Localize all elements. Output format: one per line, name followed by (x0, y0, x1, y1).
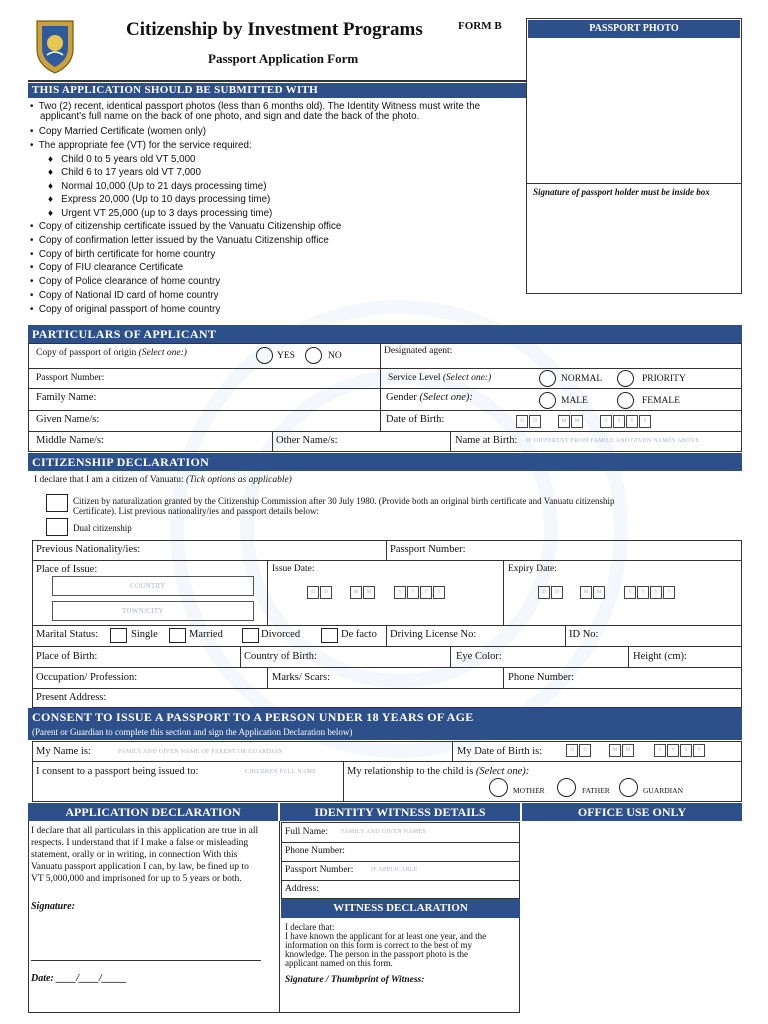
no-label: NO (328, 351, 342, 361)
application-declaration-heading: APPLICATION DECLARATION (28, 803, 278, 821)
naturalization-checkbox[interactable] (46, 494, 68, 512)
fee-item: ♦ Child 0 to 5 years old VT 5,000 (48, 154, 196, 165)
naturalization-text: Citizen by naturalization granted by the Citizenship Commission after 30 July 1980. (Provide both an original birth certificate and Vanuatu citizenship (73, 496, 615, 506)
select-one-hint: (Select one:) (138, 348, 187, 358)
dob-year-box[interactable]: Y (639, 415, 651, 428)
office-use-heading: OFFICE USE ONLY (522, 803, 742, 821)
issue-date-box[interactable]: Y (433, 586, 445, 599)
relationship-mother-radio[interactable] (489, 778, 508, 797)
my-name-label: My Name is: (36, 746, 91, 757)
female-label: FEMALE (642, 396, 680, 406)
bullet-married-cert: • Copy Married Certificate (women only) (30, 126, 207, 137)
document-item-text: Copy of original passport of home country (38, 304, 221, 315)
bottom-border (28, 1012, 520, 1013)
particulars-heading: PARTICULARS OF APPLICANT (28, 325, 742, 343)
application-declaration-text: I declare that all particulars in this application are true in all (31, 826, 259, 836)
child-name-hint: CHILDREN FULL NAME (245, 769, 317, 775)
issue-date-box[interactable]: D (307, 586, 319, 599)
row-divider (28, 431, 742, 432)
designated-agent-label: Designated agent: (384, 346, 453, 356)
declaration-intro (34, 475, 292, 485)
divorced-label: Divorced (261, 629, 301, 640)
previous-nationality-label: Previous Nationality/ies: (36, 544, 141, 555)
dual-citizenship-checkbox[interactable] (46, 518, 68, 536)
consent-heading: CONSENT TO ISSUE A PASSPORT TO A PERSON UNDER 18 YEARS OF AGE (28, 708, 742, 726)
marital-married-checkbox[interactable] (169, 628, 186, 643)
form-subtitle: Passport Application Form (208, 51, 359, 66)
service-priority-radio[interactable] (617, 370, 634, 387)
yes-label: YES (277, 351, 295, 361)
dob-month-box[interactable]: M (558, 415, 570, 428)
priority-label: PRIORITY (642, 374, 686, 384)
guardian-label: GUARDIAN (643, 786, 683, 795)
col-divider (628, 646, 629, 667)
relationship-father-radio[interactable] (557, 778, 576, 797)
father-label: FATHER (582, 786, 610, 795)
application-declaration-text: respects. I understand that if I make a false or misleading (31, 838, 249, 848)
my-dob-box[interactable]: M (622, 744, 634, 757)
given-names-label: Given Name/s: (36, 414, 100, 425)
row-divider (32, 625, 742, 626)
town-hint: TOWN/CITY (122, 607, 164, 615)
witness-declaration-text: I declare that: (285, 922, 335, 932)
gender-female-radio[interactable] (617, 392, 634, 409)
declaration-intro-text: I declare that I am a citizen of Vanuatu: (34, 475, 184, 485)
form-title: Citizenship by Investment Programs (126, 19, 423, 40)
consent-subheading: (Parent or Guardian to complete this section and sign the Application Declaration below) (32, 727, 353, 737)
row-divider (281, 842, 520, 843)
dob-year-box[interactable]: Y (613, 415, 625, 428)
naturalization-text-cont: Certificate). List previous nationality/ies and passport details below: (73, 506, 319, 516)
my-dob-box[interactable]: Y (680, 744, 692, 757)
application-left-border (28, 821, 29, 1013)
expiry-date-box[interactable]: Y (637, 586, 649, 599)
gender-select-hint: (Select one): (419, 392, 473, 403)
country-hint: COUNTRY (130, 582, 166, 590)
photo-signature-note: Signature of passport holder must be inside box (533, 187, 710, 197)
issue-date-box[interactable]: Y (407, 586, 419, 599)
service-level-text: Service Level (388, 373, 441, 383)
dob-year-box[interactable]: Y (600, 415, 612, 428)
id-no-label: ID No: (569, 629, 599, 640)
fee-item-text: Express 20,000 (Up to 10 days processing time) (61, 194, 271, 205)
document-item-text: Copy of birth certificate for home country (38, 249, 216, 260)
applicant-date-field[interactable]: Date: ____/____/_____ (31, 973, 127, 984)
row-divider (32, 646, 742, 647)
row-divider (28, 388, 742, 389)
expiry-date-label: Expiry Date: (508, 564, 557, 574)
de-facto-label: De facto (341, 629, 377, 640)
family-name-label: Family Name: (36, 392, 97, 403)
row-divider (281, 861, 520, 862)
consent-text: I consent to a passport being issued to: (36, 766, 199, 777)
identity-witness-heading: IDENTITY WITNESS DETAILS (280, 803, 520, 821)
fee-item-text: Urgent VT 25,000 (up to 3 days processing time) (61, 208, 273, 219)
marital-status-label: Marital Status: (36, 629, 99, 640)
passport-origin-label (36, 348, 187, 358)
row-divider (281, 880, 520, 881)
witness-full-name-label: Full Name: (285, 827, 329, 837)
document-item-text: Copy of FIU clearance Certificate (38, 262, 184, 273)
document-item: • Copy of birth certificate for home country (30, 249, 216, 260)
document-item: • Copy of National ID card of home country (30, 290, 219, 301)
col-divider (386, 540, 387, 560)
normal-label: NORMAL (561, 374, 603, 384)
row-divider (32, 688, 742, 689)
office-use-area (522, 821, 742, 1013)
col-divider (565, 625, 566, 646)
previous-passport-number-label: Passport Number: (390, 544, 466, 555)
coat-of-arms-emblem (33, 15, 77, 75)
dob-day-box[interactable]: D (516, 415, 528, 428)
col-divider (452, 741, 453, 761)
issue-date-label: Issue Date: (272, 564, 315, 574)
col-divider (267, 560, 268, 625)
bullet-photos: • Two (2) recent, identical passport photos (less than 6 months old). The Identity Witness must write the (30, 101, 481, 112)
date-of-birth-label: Date of Birth: (386, 414, 445, 425)
bullet-married-cert-text: Copy Married Certificate (women only) (38, 126, 207, 137)
witness-address-label: Address: (285, 884, 319, 894)
applicant-signature-label: Signature: (31, 901, 75, 912)
service-select-hint: (Select one:) (442, 373, 492, 383)
document-item: • Copy of FIU clearance Certificate (30, 262, 184, 273)
relationship-text: My relationship to the child is (347, 766, 474, 777)
marital-de-facto-checkbox[interactable] (321, 628, 338, 643)
eye-color-label: Eye Color: (456, 651, 502, 662)
witness-declaration-heading: WITNESS DECLARATION (281, 899, 520, 918)
col-divider (503, 560, 504, 625)
col-divider (450, 431, 451, 452)
present-address-label: Present Address: (36, 692, 107, 703)
document-item: • Copy of confirmation letter issued by the Vanuatu Citizenship office (30, 235, 329, 246)
document-item-text: Copy of Police clearance of home country (38, 276, 221, 287)
col-divider (450, 646, 451, 667)
row-divider (28, 368, 742, 369)
col-divider (386, 625, 387, 646)
col-divider (272, 431, 273, 452)
expiry-date-box[interactable]: D (538, 586, 550, 599)
gender-male-radio[interactable] (539, 392, 556, 409)
application-right-border (279, 821, 280, 1013)
name-at-birth-label: Name at Birth: (455, 435, 518, 446)
col-divider (267, 667, 268, 688)
issue-date-box[interactable]: M (350, 586, 362, 599)
issue-date-box[interactable]: D (320, 586, 332, 599)
col-divider (380, 343, 381, 431)
other-names-label: Other Name/s: (276, 435, 338, 446)
fee-item-text: Child 6 to 17 years old VT 7,000 (61, 167, 201, 178)
issue-date-box[interactable]: Y (420, 586, 432, 599)
document-item: • Copy of citizenship certificate issued by the Vanuatu Citizenship office (30, 221, 342, 232)
driving-license-label: Driving License No: (390, 629, 477, 640)
expiry-date-box[interactable]: Y (663, 586, 675, 599)
form-code: FORM B (458, 20, 502, 32)
citizenship-declaration-heading: CITIZENSHIP DECLARATION (28, 453, 742, 471)
my-dob-box[interactable]: M (609, 744, 621, 757)
phone-number-label: Phone Number: (508, 672, 575, 683)
my-dob-box[interactable]: Y (693, 744, 705, 757)
bullet-fee-intro-text: The appropriate fee (VT) for the service required: (38, 140, 252, 151)
witness-signature-label: Signature / Thumbprint of Witness: (285, 975, 425, 985)
passport-number-label: Passport Number: (36, 373, 105, 383)
marital-single-checkbox[interactable] (110, 628, 127, 643)
passport-origin-text: Copy of passport of origin (36, 348, 137, 358)
header-underline (28, 80, 526, 82)
bullet-photos-cont: applicant's full name on the back of one photo, and sign and date the back of the photo. (40, 111, 420, 122)
col-divider (343, 761, 344, 802)
country-of-birth-label: Country of Birth: (244, 651, 317, 662)
document-item-text: Copy of National ID card of home country (38, 290, 219, 301)
fee-item-text: Child 0 to 5 years old VT 5,000 (61, 154, 196, 165)
passport-photo-box[interactable] (526, 18, 742, 294)
witness-declaration-text: knowledge. The person in the passport photo is the (285, 949, 469, 959)
single-label: Single (131, 629, 158, 640)
my-dob-box[interactable]: D (566, 744, 578, 757)
passport-origin-yes-radio[interactable] (256, 347, 273, 364)
relationship-label (347, 766, 529, 777)
witness-phone-label: Phone Number: (285, 846, 345, 856)
my-dob-box[interactable]: D (579, 744, 591, 757)
issue-date-box[interactable]: Y (394, 586, 406, 599)
dob-year-box[interactable]: Y (626, 415, 638, 428)
photo-signature-divider (527, 183, 741, 184)
fee-item-text: Normal 10,000 (Up to 21 days processing time) (61, 181, 267, 192)
married-label: Married (189, 629, 223, 640)
witness-declaration-text: information on this form is correct to the best of my (285, 940, 472, 950)
issue-date-box[interactable]: M (363, 586, 375, 599)
passport-origin-no-radio[interactable] (305, 347, 322, 364)
document-item-text: Copy of confirmation letter issued by the Vanuatu Citizenship office (38, 235, 329, 246)
fee-item: ♦ Express 20,000 (Up to 10 days processing time) (48, 194, 271, 205)
marital-divorced-checkbox[interactable] (242, 628, 259, 643)
service-level-label (388, 373, 491, 383)
document-item: • Copy of Police clearance of home country (30, 276, 221, 287)
expiry-date-box[interactable]: Y (650, 586, 662, 599)
particulars-table (28, 343, 742, 452)
document-item-text: Copy of citizenship certificate issued by the Vanuatu Citizenship office (38, 221, 342, 232)
witness-declaration-text: applicant named on this form. (285, 958, 393, 968)
occupation-label: Occupation/ Profession: (36, 672, 138, 683)
fee-item: ♦ Urgent VT 25,000 (up to 3 days processing time) (48, 208, 273, 219)
row-divider (32, 667, 742, 668)
my-dob-box[interactable]: Y (667, 744, 679, 757)
nationality-table (32, 540, 742, 708)
name-at-birth-hint: IF DIFFERENT FROM FAMILY AND GIVEN NAMES ABOVE (526, 438, 700, 444)
applicant-signature-field[interactable] (31, 916, 261, 961)
relationship-guardian-radio[interactable] (619, 778, 638, 797)
middle-names-label: Middle Name/s: (36, 435, 104, 446)
witness-right-border (519, 918, 520, 1013)
application-declaration-text: statement, orally or in writing, in connection With this (31, 850, 238, 860)
mother-label: MOTHER (513, 786, 545, 795)
row-divider (32, 761, 742, 762)
application-declaration-text: Vanuatu passport application I can, by law, be fined up to (31, 862, 249, 872)
fee-item: ♦ Child 6 to 17 years old VT 7,000 (48, 167, 201, 178)
height-label: Height (cm): (633, 651, 687, 662)
my-dob-box[interactable]: Y (654, 744, 666, 757)
marks-scars-label: Marks/ Scars: (272, 672, 331, 683)
witness-passport-label: Passport Number: (285, 865, 354, 875)
service-normal-radio[interactable] (539, 370, 556, 387)
my-name-hint: FAMILY AND GIVEN NAME OF PARENT OR GUARDIAN (118, 749, 283, 755)
submission-heading: THIS APPLICATION SHOULD BE SUBMITTED WITH (28, 83, 526, 98)
male-label: MALE (561, 396, 588, 406)
dual-citizenship-label: Dual citizenship (73, 523, 132, 533)
dob-day-box[interactable]: D (529, 415, 541, 428)
dob-month-box[interactable]: M (571, 415, 583, 428)
document-item: • Copy of original passport of home country (30, 304, 221, 315)
declaration-intro-hint: (Tick options as applicable) (186, 475, 292, 485)
fee-item: ♦ Normal 10,000 (Up to 21 days processing time) (48, 181, 267, 192)
row-divider (28, 410, 742, 411)
expiry-date-box[interactable]: M (593, 586, 605, 599)
application-declaration-text: VT 5,000,000 and imprisoned for up to 5 years or both. (31, 874, 242, 884)
col-divider (503, 667, 504, 688)
witness-passport-hint: IF APPLICABLE (371, 867, 418, 873)
place-of-birth-label: Place of Birth: (36, 651, 98, 662)
relationship-select-hint: (Select one): (475, 766, 530, 777)
expiry-date-box[interactable]: Y (624, 586, 636, 599)
expiry-date-box[interactable]: M (580, 586, 592, 599)
bullet-fee-intro: • The appropriate fee (VT) for the service required: (30, 140, 252, 151)
gender-label (386, 392, 473, 403)
witness-declaration-text: I have known the applicant for at least one year, and the (285, 931, 487, 941)
gender-text: Gender (386, 392, 417, 403)
bullet-photos-text: Two (2) recent, identical passport photos (less than 6 months old). The Identity Witness must write the (38, 101, 481, 112)
witness-full-name-hint: FAMILY AND GIVEN NAMES (341, 829, 427, 835)
row-divider (32, 560, 742, 561)
my-dob-label: My Date of Birth is: (457, 746, 543, 757)
col-divider (240, 646, 241, 667)
place-of-issue-label: Place of Issue: (36, 564, 98, 575)
expiry-date-box[interactable]: D (551, 586, 563, 599)
passport-photo-label: PASSPORT PHOTO (528, 20, 740, 38)
